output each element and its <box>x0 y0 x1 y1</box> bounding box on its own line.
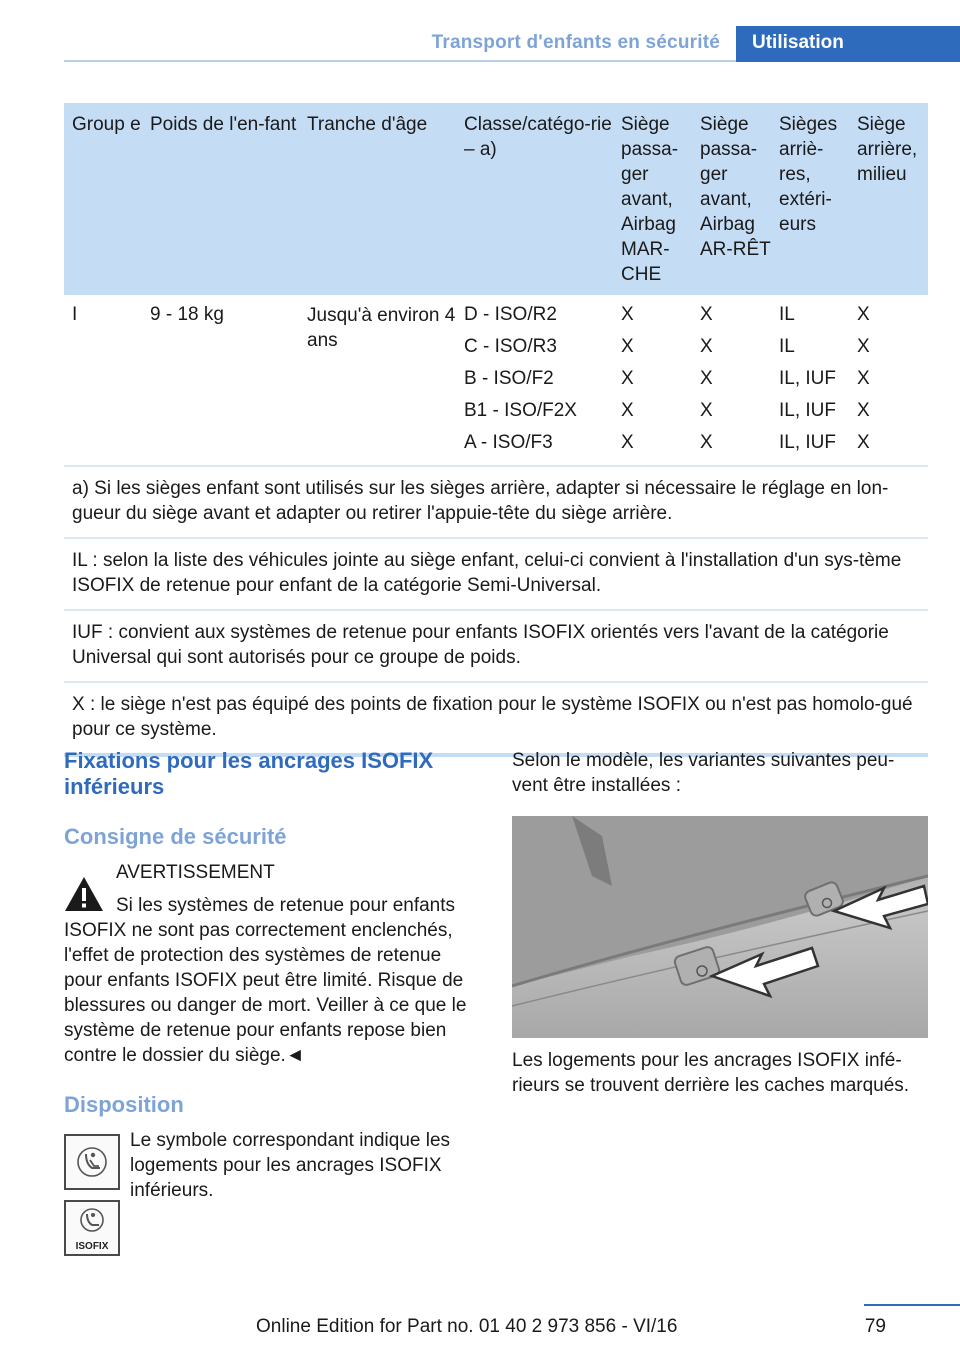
disposition-text: Le symbole correspondant indique les logements pour les ancrages ISOFIX inférieurs. <box>130 1130 451 1201</box>
left-column <box>64 748 480 1256</box>
cell-group: I <box>72 304 78 325</box>
variants-intro: Selon le modèle, les variantes suivantes peu-vent être installées : <box>512 750 895 796</box>
photo-caption: Les logements pour les ancrages ISOFIX infé-rieurs se trouvent derrière les caches marqués. <box>512 1050 910 1096</box>
table-note-x: X : le siège n'est pas équipé des points de fixation pour le système ISOFIX ou n'est pas homolo-gué pour ce système. <box>64 683 928 757</box>
warning-text: Si les systèmes de retenue pour enfants ISOFIX ne sont pas correctement enclenchés, l'effet de protection des systèmes de retenue pour enfants ISOFIX peut être limité. Risque de blessures ou danger de mort. Veiller à ce que le système de retenue pour enfants repose bien contre le dossier du siège.◄ <box>64 895 467 1066</box>
warning-title: AVERTISSEMENT <box>116 862 275 883</box>
th-age: Tranche d'âge <box>307 114 428 135</box>
table-header-row <box>64 103 928 295</box>
cell-weight: 9 - 18 kg <box>150 304 224 325</box>
isofix-symbol-block <box>64 1128 480 1256</box>
table-note-a: a) Si les sièges enfant sont utilisés sur les sièges arrière, adapter si nécessaire le réglage en lon-gueur du siège avant et adapter ou retirer l'appuie-tête du siège arrière. <box>64 467 928 539</box>
th-class: Classe/catégo-rie – a) <box>464 114 612 160</box>
cell-classes <box>456 295 613 455</box>
th-front-airbag-on: Siège passa-ger avant, Airbag MAR-CHE <box>621 114 679 285</box>
footer-edition: Online Edition for Part no. 01 40 2 973 856 - VI/16 <box>256 1316 678 1337</box>
class-item: B1 - ISO/F2X <box>464 400 577 421</box>
th-weight: Poids de l'en-fant <box>150 114 297 135</box>
isofix-seat-symbol-icon <box>64 1134 120 1190</box>
class-item: B - ISO/F2 <box>464 368 554 389</box>
child-seat-icon <box>66 1202 118 1238</box>
cell-rear-middle: X X X X X <box>857 304 870 453</box>
th-front-airbag-off: Siège passa-ger avant, Airbag AR-RÊT <box>700 114 771 260</box>
class-item: D - ISO/R2 <box>464 304 557 325</box>
cell-front-on: X X X X X <box>621 304 634 453</box>
th-rear-middle: Siège arrière, milieu <box>857 114 918 185</box>
class-item: A - ISO/F3 <box>464 432 553 453</box>
cell-front-off: X X X X X <box>700 304 713 453</box>
rear-seat-illustration <box>512 816 928 1038</box>
header-section-title: Transport d'enfants en sécurité <box>431 32 720 53</box>
th-rear-outer: Sièges arriè-res, extéri-eurs <box>779 114 838 235</box>
disposition-heading: Disposition <box>64 1092 184 1117</box>
page-header <box>64 26 960 62</box>
th-group: Group e <box>72 114 141 135</box>
cell-age: Jusqu'à environ 4 ans <box>307 305 456 351</box>
isofix-anchor-photo <box>512 816 928 1038</box>
warning-block <box>64 860 480 1068</box>
isofix-table <box>64 103 928 757</box>
right-column <box>512 748 928 1098</box>
table-note-iuf: IUF : convient aux systèmes de retenue pour enfants ISOFIX orientés vers l'avant de la catégorie Universal qui sont autorisés pour ce groupe de poids. <box>64 611 928 683</box>
warning-triangle-icon <box>64 876 104 912</box>
safety-heading: Consigne de sécurité <box>64 824 287 849</box>
table-row <box>64 295 928 467</box>
isofix-label-symbol-icon <box>64 1200 120 1256</box>
header-chapter-tab: Utilisation <box>736 26 960 62</box>
child-seat-icon <box>66 1136 118 1188</box>
cell-rear-outer: IL IL IL, IUF IL, IUF IL, IUF <box>779 304 837 453</box>
isofix-symbol-label: ISOFIX <box>75 1241 109 1252</box>
table-note-il: IL : selon la liste des véhicules jointe au siège enfant, celui-ci convient à l'installation d'un sys-tème ISOFIX de retenue pour enfant de la catégorie Semi-Universal. <box>64 539 928 611</box>
class-item: C - ISO/R3 <box>464 336 557 357</box>
page-number-bar <box>864 1304 960 1344</box>
page-number: 79 <box>864 1316 886 1337</box>
section-heading: Fixations pour les ancrages ISOFIX inférieurs <box>64 748 434 799</box>
